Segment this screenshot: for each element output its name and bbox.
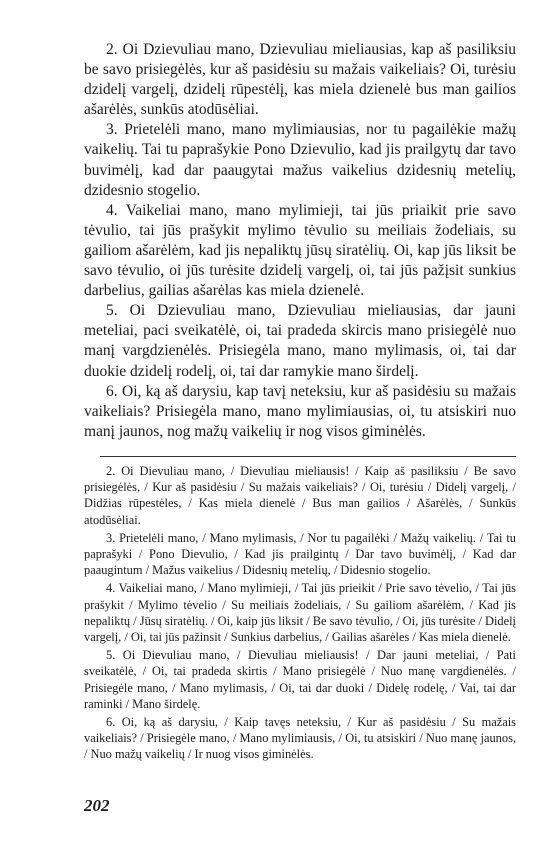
main-paragraph-5: 5. Oi Dzievuliau mano, Dzievuliau mieliausias, dar jauni meteliai, paci sveikatėlė, oi, tai pradeda skircis mano prisiegėlė nuo manį vargdzienėlės. Prisiegėla mano, mano mylimasis, oi, tai dar duokie dzidelį rodelį, oi, tai dar ramykie mano širdelį.: [84, 302, 516, 380]
footnote-divider: [100, 456, 516, 457]
footnote-2: 2. Oi Dievuliau mano, / Dievuliau mieliausis! / Kaip aš pasiliksiu / Be savo prisiegėlės, / Kur aš pasidėsiu / Su mažais vaikeliais? / Oi, turėsiu / Didelį vargelį, / Didžias rūpestėles, / Kas miela dienelė / Bus man gailios / Ašarėlės, / Sunkūs atodūsėliai.: [84, 464, 516, 527]
main-text-block: [84, 40, 516, 442]
footnote-6: 6. Oi, ką aš darysiu, / Kaip tavęs neteksiu, / Kur aš pasidėsiu / Su mažais vaikeliais? / Prisiegėle mano, / Mano mylimiausis, / Oi, tu atsiskiri / Nuo manę jaunos, / Nuo mažų vaikelių / Ir nuog visos giminėlės.: [84, 715, 516, 762]
main-paragraph-4: 4. Vaikeliai mano, mano mylimieji, tai jūs priaikit prie savo tėvulio, tai jūs prašykit mylimo tėvulio su meiliais žodeliais, su gailiom ašarėlėm, kad jis nepaliktų jūsų siratėlių. Oi, kap jūs liksit be savo tėvulio, oi jūs turėsite dzidelį vargelį, oi, tai jūs pažįsit sunkius darbelius, gailias ašarėlas kas miela dzienelė.: [84, 201, 516, 300]
footnotes-block: [84, 463, 516, 765]
page-number: 202: [84, 796, 110, 815]
main-paragraph-6: 6. Oi, ką aš darysiu, kap tavį neteksiu, kur aš pasidėsiu su mažais vaikeliais? Prisiegėla mano, mano mylimiausias, oi, tu atsiskiri nuo manį jaunos, nog mažų vaikelių ir nog visos giminėlės.: [84, 382, 516, 440]
footnote-4: 4. Vaikeliai mano, / Mano mylimieji, / Tai jūs prieikit / Prie savo tėvelio, / Tai jūs prašykit / Mylimo tėvelio / Su meiliais žodeliais, / Su gailiom ašarėlėm, / Kad jis nepaliktų / Jūsų siratėlių. / Oi, kaip jūs liksit / Be savo tėvulio, / Oi, jūs turėsite / Didelį vargelį, / Oi, tai jūs pažinsit / Sunkius darbelius, / Gailias ašarėles / Kas miela dienelė.: [84, 581, 516, 645]
main-paragraph-3: 3. Prietelėli mano, mano mylimiausias, nor tu pagailėkie mažų vaikelių. Tai tu paprašykie Pono Dzievulio, kad jis prailgytų dar tavo buvimėlį, kad dar paaugytai mažus vaikelius dzidesnių metelių, dzidesnio stogelio.: [84, 121, 516, 199]
footnote-3: 3. Prietelėli mano, / Mano mylimasis, / Nor tu pagailėki / Mažų vaikelių. / Tai tu paprašyki / Pono Dievulio, / Kad jis prailgintų / Dar tavo buvimėlį, / Kad dar paaugintum / Mažus vaikelius / Didesnių metelių, / Didesnio stogelio.: [84, 530, 516, 578]
footnote-5: 5. Oi Dievuliau mano, / Dievuliau mieliausis! / Dar jauni meteliai, / Pati sveikatėlė, / Oi, tai pradeda skirtis / Mano prisiegėlė / Nuo manę vargdienėlės. / Prisiegėle mano, / Mano mylimasis, / Oi, tai dar duoki / Didelę rodelę, / Vai, tai dar raminki / Mano širdelę.: [84, 648, 516, 711]
main-paragraph-2: 2. Oi Dzievuliau mano, Dzievuliau mieliausias, kap aš pasiliksiu be savo prisiegėlės, kur aš pasidėsiu su mažais vaikeliais? Oi, turėsiu dzidelį vargelį, dzidelį rūpestėlį, kas miela dzienelė bus man gailios ašarėlės, sunkūs atodūsėliai.: [84, 41, 516, 119]
